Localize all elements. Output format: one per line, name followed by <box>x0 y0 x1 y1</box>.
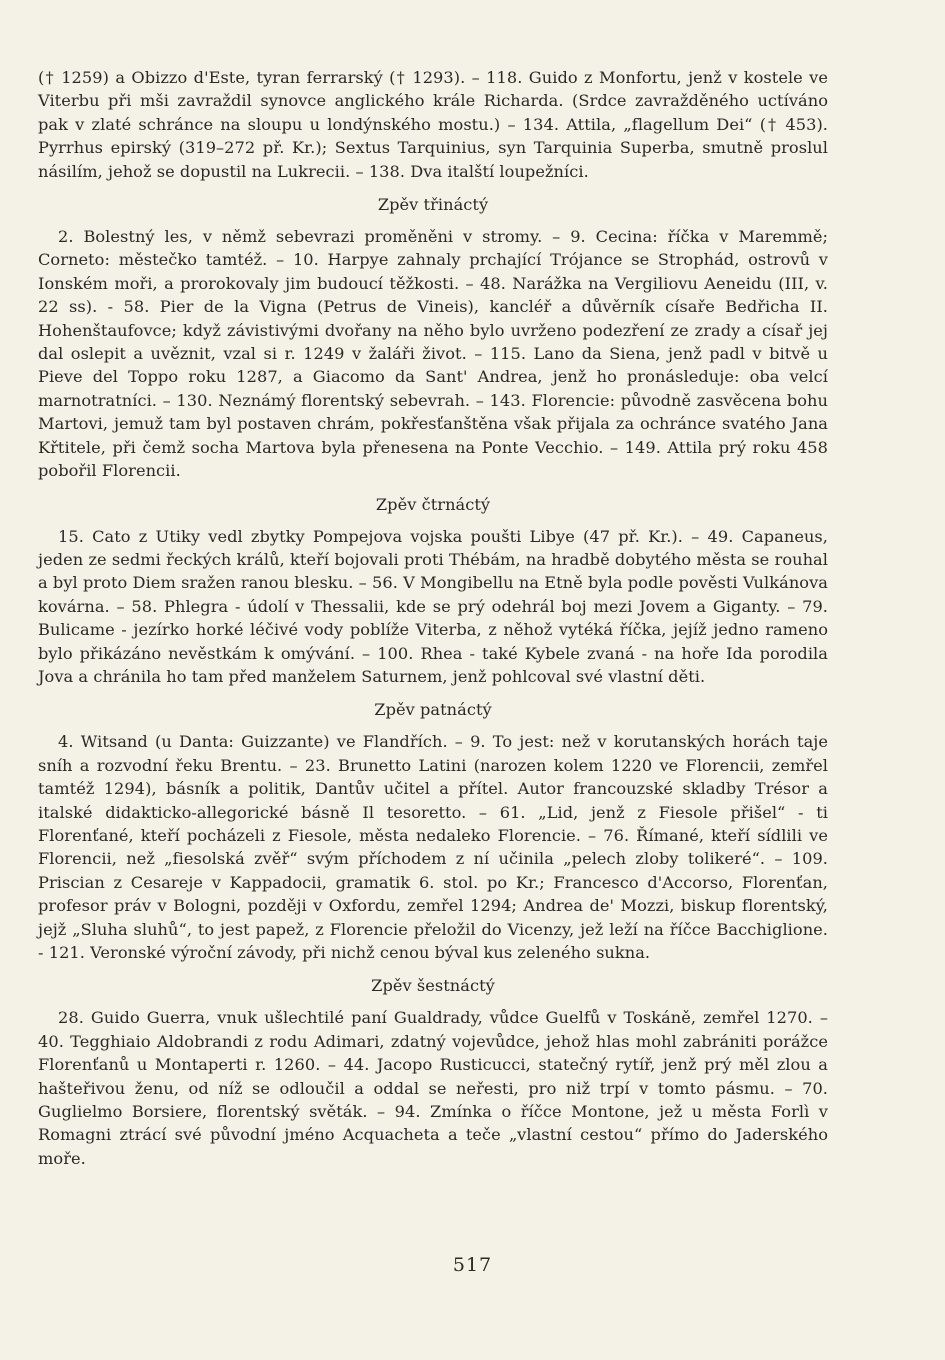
section-heading-15: Zpěv patnáctý <box>374 700 492 720</box>
section-text-15: 4. Witsand (u Danta: Guizzante) ve Flandřích. – 9. To jest: než v korutanských horách taje sníh a rozvodní řeku Brentu. – 23. Brunetto Latini (narozen kolem 1220 ve Florencii, zemřel tamtéž 1294), básník a politik, Dantův učitel a přítel. Autor francouzské skladby Trésor a italské didakticko-allegorické básně Il tesoretto. – 61. „Lid, jenž z Fiesole přišel“ - ti Florenťané, kteří pocházeli z Fiesole, města nedaleko Florencie. – 76. Římané, kteří sídlili ve Florencii, než „fiesolská zvěř“ svým příchodem z ní učinila „pelech zloby tolikeré“. – 109. Priscian z Cesareje v Kappadocii, gramatik 6. stol. po Kr.; Francesco d'Accorso, Florenťan, profesor práv v Bologni, později v Oxfordu, zemřel 1294; Andrea de' Mozzi, biskup florentský, jejž „Sluha sluhů“, to jest papež, z Florencie přeložil do Vicenzy, jež leží na říčce Bacchiglione. - 121. Veronské výroční závody, při nichž cenou býval kus zeleného sukna. <box>38 732 828 962</box>
page-number: 517 <box>452 1254 493 1276</box>
section-heading-14: Zpěv čtrnáctý <box>375 494 491 514</box>
notes-body <box>38 66 828 1170</box>
intro-paragraph: († 1259) a Obizzo d'Este, tyran ferrarský († 1293). – 118. Guido z Monfortu, jenž v kostele ve Viterbu při mši zavraždil synovce anglického krále Richarda. (Srdce zavražděného uctíváno pak v zlaté schránce na sloupu u londýnského mostu.) – 134. Attila, „flagellum Dei“ († 453). Pyrrhus epirský (319–272 př. Kr.); Sextus Tarquinius, syn Tarquinia Superba, smutně proslul násilím, jehož se dopustil na Lukrecii. – 138. Dva italští loupežníci. <box>38 68 828 181</box>
section-heading-16: Zpěv šestnáctý <box>371 976 495 996</box>
section-text-14: 15. Cato z Utiky vedl zbytky Pompejova vojska poušti Libye (47 př. Kr.). – 49. Capaneus, jeden ze sedmi řeckých králů, kteří bojovali proti Thébám, na hradbě dobytého města se rouhal a byl proto Diem sražen ranou blesku. – 56. V Mongibellu na Etně byla podle pověsti Vulkánova kovárna. – 58. Phlegra - údolí v Thessalii, kde se prý odehrál boj mezi Jovem a Giganty. – 79. Bulicame - jezírko horké léčivé vody poblíže Viterba, z něhož vytéká říčka, jejíž jedno rameno bylo přikázáno nevěstkám k omývání. – 100. Rhea - také Kybele zvaná - na hoře Ida porodila Jova a chránila ho tam před manželem Saturnem, jenž pohlcoval své vlastní děti. <box>38 526 828 686</box>
section-heading-13: Zpěv třináctý <box>377 195 489 215</box>
section-text-16: 28. Guido Guerra, vnuk ušlechtilé paní Gualdrady, vůdce Guelfů v Toskáně, zemřel 1270. – 40. Tegghiaio Aldobrandi z rodu Adimari, zdatný vojevůdce, jehož hlas mohl zabrániti porážce Florenťanů u Montaperti r. 1260. – 44. Jacopo Rusticucci, statečný rytíř, jenž prý měl zlou a hašteřivou ženu, od níž se odloučil a oddal se neřesti, pro niž trpí v tomto pásmu. – 70. Guglielmo Borsiere, florentský světák. – 94. Zmínka o říčce Montone, jež u města Forlì v Romagni ztrácí své původní jméno Acquacheta a teče „vlastní cestou“ přímo do Jaderského moře. <box>38 1008 828 1168</box>
section-text-13: 2. Bolestný les, v němž sebevrazi proměněni v stromy. – 9. Cecina: říčka v Maremmě; Corneto: městečko tamtéž. – 10. Harpye zahnaly prchající Trójance se Strophád, ostrovů v Ionském moři, a prorokovaly jim budoucí těžkosti. – 48. Narážka na Vergiliovu Aeneidu (III, v. 22 ss). - 58. Pier de la Vigna (Petrus de Vineis), kancléř a důvěrník císaře Bedřicha II. Hohenštaufovce; když závistivými dvořany na něho bylo uvrženo podezření ze zrady a císař jej dal oslepit a uvěznit, vzal si r. 1249 v žaláři život. – 115. Lano da Siena, jenž padl v bitvě u Pieve del Toppo roku 1287, a Giacomo da Sant' Andrea, jenž ho pronásleduje: oba velcí marnotratníci. – 130. Neznámý florentský sebevrah. – 143. Florencie: původně zasvěcena bohu Martovi, jemuž tam byl postaven chrám, pokřesťanštěna však přijala za ochránce svatého Jana Křtitele, při čemž socha Martova byla přenesena na Ponte Vecchio. – 149. Attila prý roku 458 pobořil Florencii. <box>38 227 828 481</box>
